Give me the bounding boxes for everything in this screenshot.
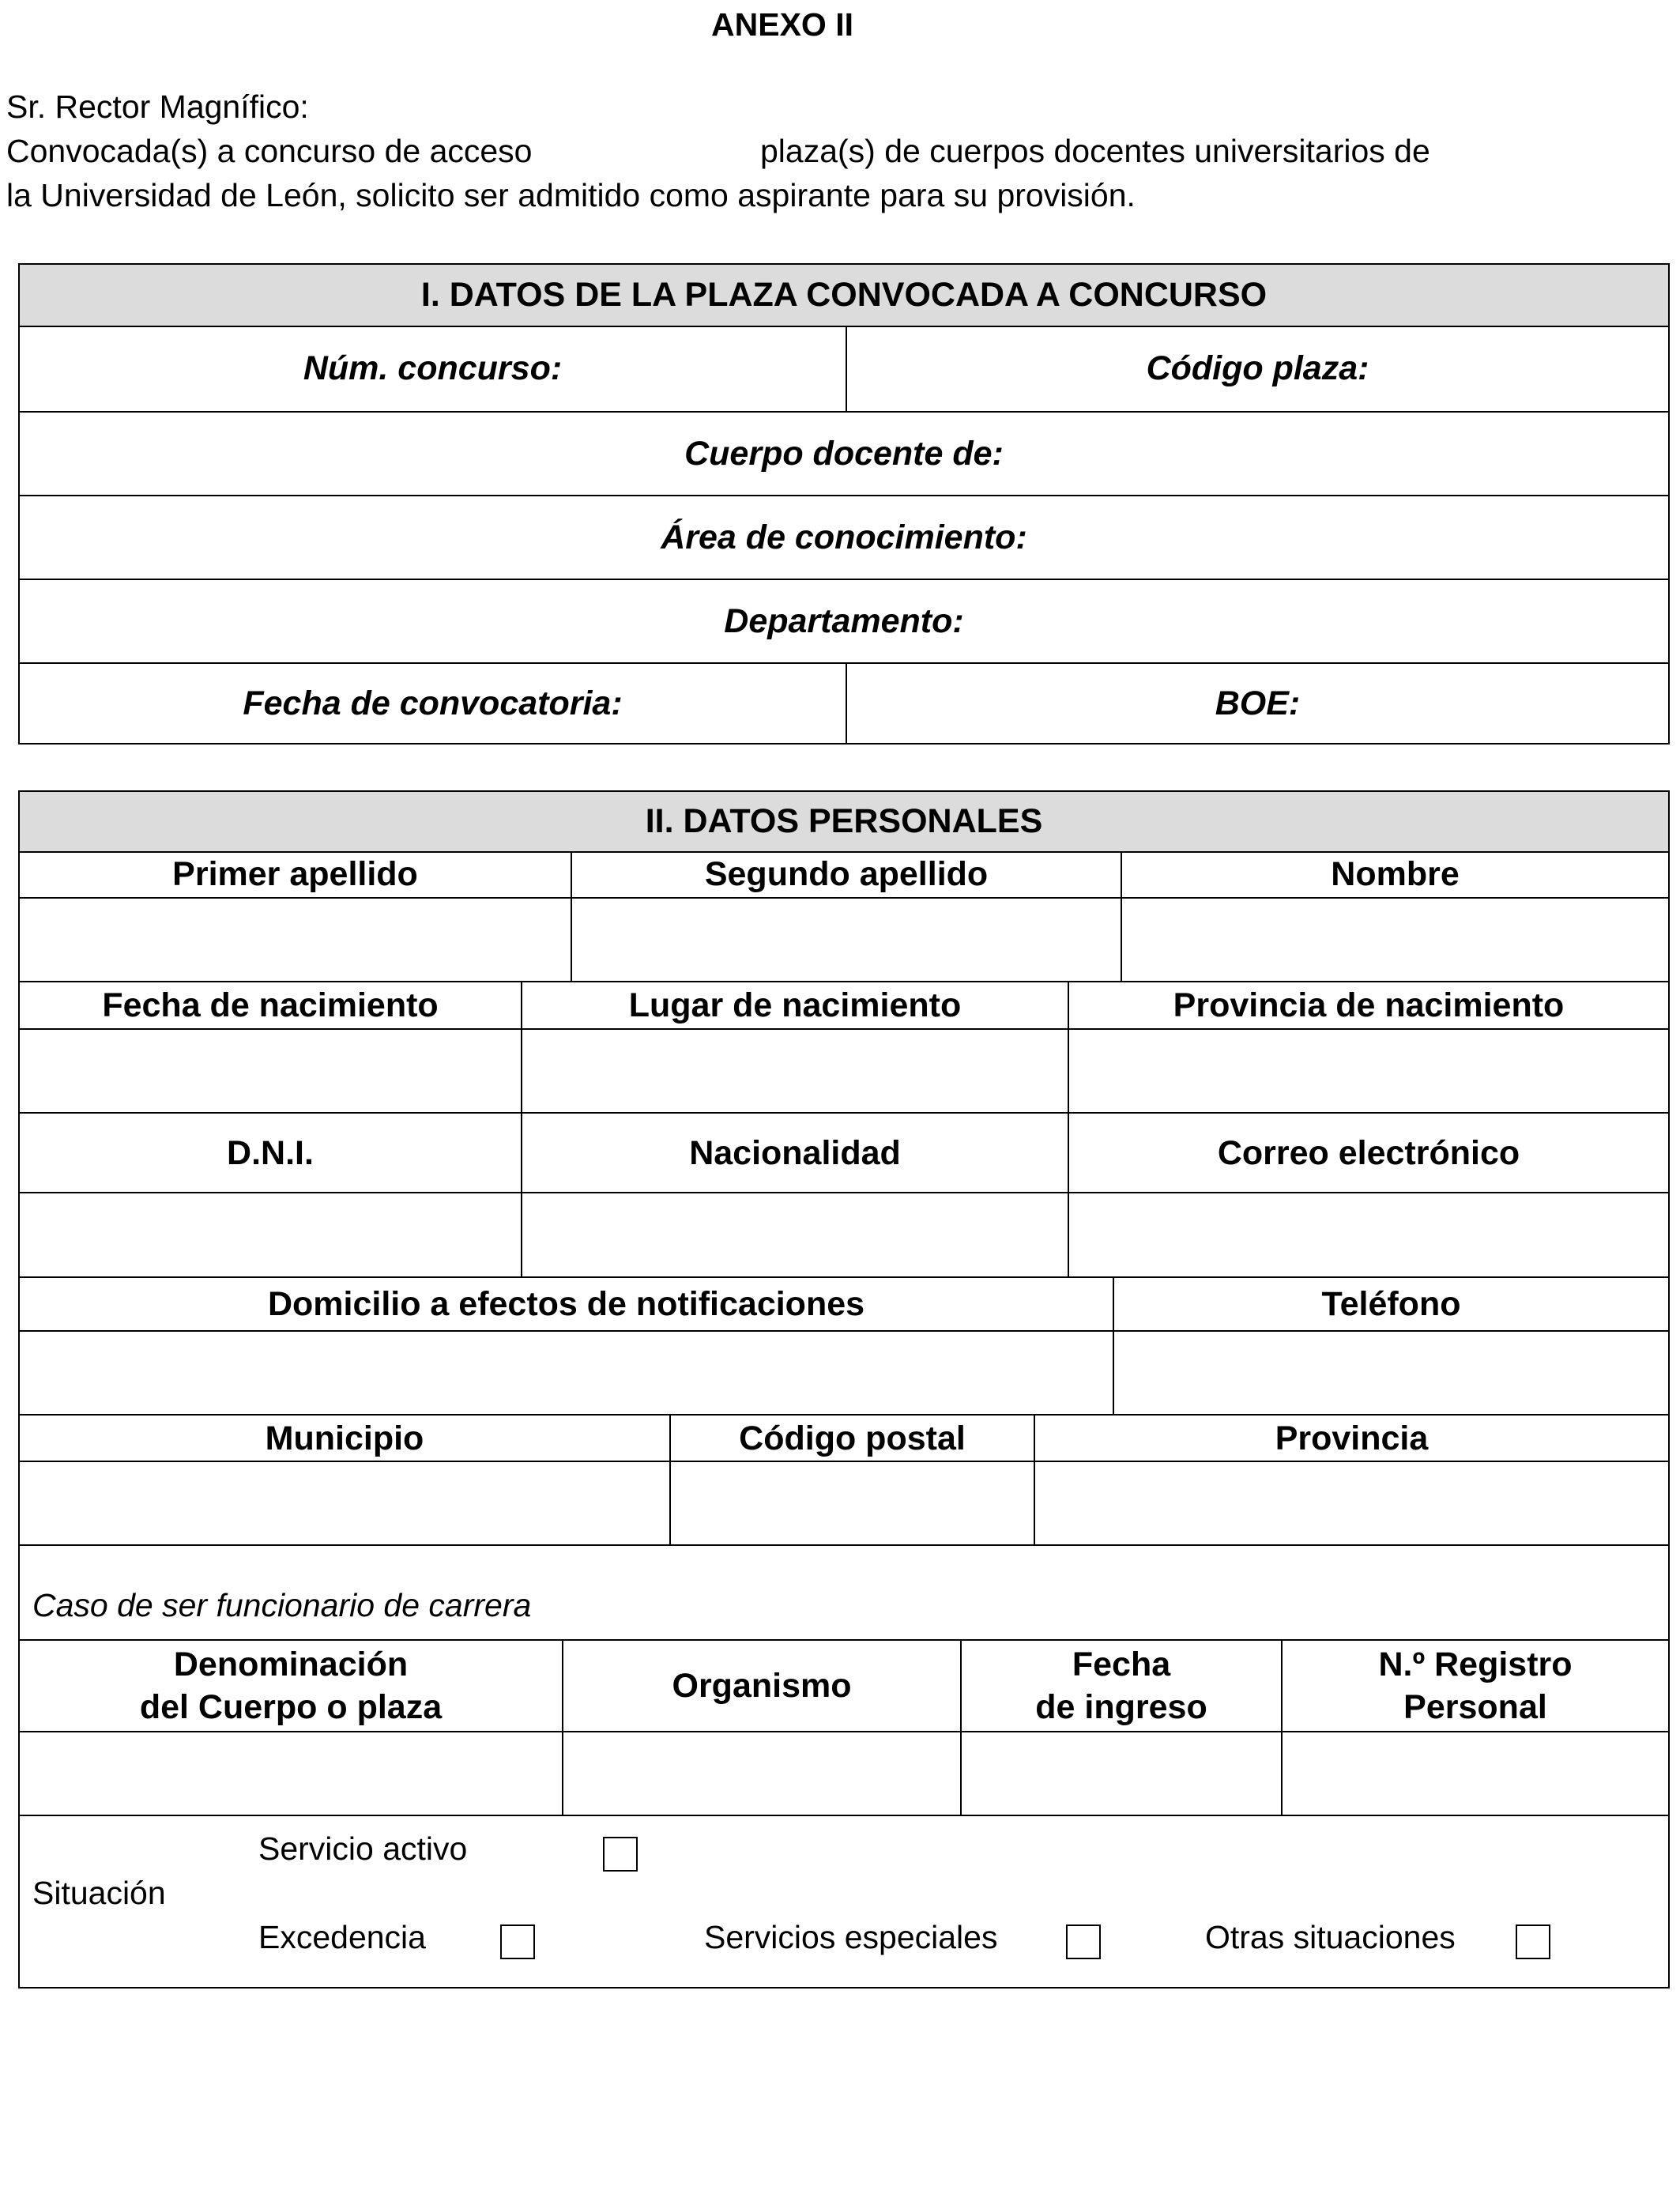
domicilio-field[interactable] bbox=[20, 1332, 1113, 1416]
servicios-especiales-label: Servicios especiales bbox=[704, 1919, 998, 1955]
telefono-field[interactable] bbox=[1113, 1332, 1668, 1416]
dni-label: D.N.I. bbox=[227, 1133, 314, 1172]
nacionalidad-label: Nacionalidad bbox=[521, 1114, 1068, 1193]
fecha-ingreso-label-line2: de ingreso bbox=[1035, 1688, 1207, 1726]
organismo-label: Organismo bbox=[562, 1641, 960, 1732]
domicilio-label: Domicilio a efectos de notificaciones bbox=[267, 1285, 865, 1324]
provincia-nacimiento-field[interactable] bbox=[1068, 1030, 1668, 1114]
intro-line1-b: plaza(s) de cuerpos docentes universitarios de bbox=[760, 133, 1430, 169]
servicios-especiales-checkbox[interactable] bbox=[1066, 1924, 1101, 1959]
row-birth-fields bbox=[20, 1028, 1668, 1114]
registro-label-line2: Personal bbox=[1403, 1688, 1547, 1726]
row-domicilio-labels bbox=[20, 1276, 1668, 1332]
row-concurso bbox=[20, 327, 1668, 411]
row-area bbox=[20, 495, 1668, 580]
codigo-plaza-label: Código plaza: bbox=[846, 327, 1668, 411]
document-title: ANEXO II bbox=[711, 6, 853, 43]
departamento-label: Departamento: bbox=[724, 602, 964, 641]
municipio-field[interactable] bbox=[20, 1462, 669, 1546]
dni-field[interactable] bbox=[20, 1193, 521, 1278]
denominacion-field[interactable] bbox=[20, 1732, 562, 1816]
row-birth-labels bbox=[20, 981, 1668, 1030]
row-municipio-labels bbox=[20, 1414, 1668, 1462]
denominacion-label-line1: Denominación bbox=[173, 1646, 409, 1684]
row-names-labels bbox=[20, 853, 1668, 897]
fecha-ingreso-label-line1: Fecha bbox=[1072, 1646, 1171, 1684]
fecha-ingreso-label bbox=[960, 1641, 1281, 1732]
row-dni-fields bbox=[20, 1192, 1668, 1278]
nombre-field[interactable] bbox=[1121, 899, 1668, 982]
section-plaza-header: I. DATOS DE LA PLAZA CONVOCADA A CONCURSO bbox=[20, 265, 1668, 327]
row-fecha-boe bbox=[20, 662, 1668, 745]
codigo-postal-label: Código postal bbox=[669, 1416, 1034, 1462]
row-situacion bbox=[20, 1815, 1668, 1989]
fecha-ingreso-field[interactable] bbox=[960, 1732, 1281, 1816]
row-funcionario-labels bbox=[20, 1639, 1668, 1732]
intro-line2: la Universidad de León, solicito ser admitido como aspirante para su provisión. bbox=[6, 177, 1136, 213]
primer-apellido-label: Primer apellido bbox=[172, 855, 418, 894]
section-datos-personales bbox=[18, 790, 1670, 1989]
segundo-apellido-field[interactable] bbox=[571, 899, 1121, 982]
situacion-label: Situación bbox=[32, 1875, 166, 1911]
row-funcionario-fields bbox=[20, 1731, 1668, 1816]
registro-label-line1: N.º Registro bbox=[1378, 1646, 1573, 1684]
row-cuerpo bbox=[20, 411, 1668, 496]
provincia-nacimiento-label: Provincia de nacimiento bbox=[1068, 982, 1668, 1030]
denominacion-label bbox=[20, 1641, 562, 1732]
salutation: Sr. Rector Magnífico: bbox=[6, 89, 309, 125]
correo-field[interactable] bbox=[1068, 1193, 1668, 1278]
boe-label: BOE: bbox=[846, 664, 1668, 745]
registro-field[interactable] bbox=[1281, 1732, 1668, 1816]
registro-label bbox=[1281, 1641, 1668, 1732]
excedencia-checkbox[interactable] bbox=[500, 1924, 535, 1959]
denominacion-label-line2: del Cuerpo o plaza bbox=[139, 1688, 443, 1726]
section-plaza bbox=[18, 263, 1670, 745]
row-municipio-fields bbox=[20, 1461, 1668, 1546]
row-departamento bbox=[20, 579, 1668, 664]
servicio-activo-label: Servicio activo bbox=[258, 1830, 468, 1867]
excedencia-label: Excedencia bbox=[258, 1919, 426, 1955]
section-personales-header: II. DATOS PERSONALES bbox=[20, 792, 1668, 853]
intro-line1-a: Convocada(s) a concurso de acceso bbox=[6, 133, 533, 169]
cuerpo-docente-label: Cuerpo docente de: bbox=[684, 435, 1004, 473]
servicio-activo-checkbox[interactable] bbox=[603, 1837, 638, 1872]
codigo-postal-field[interactable] bbox=[669, 1462, 1034, 1546]
provincia-label: Provincia bbox=[1034, 1416, 1668, 1462]
provincia-field[interactable] bbox=[1034, 1462, 1668, 1546]
area-label: Área de conocimiento: bbox=[661, 518, 1027, 557]
funcionario-note: Caso de ser funcionario de carrera bbox=[32, 1587, 532, 1623]
num-concurso-label: Núm. concurso: bbox=[303, 349, 563, 388]
primer-apellido-field[interactable] bbox=[20, 899, 571, 982]
lugar-nacimiento-label: Lugar de nacimiento bbox=[521, 982, 1068, 1030]
fecha-nacimiento-field[interactable] bbox=[20, 1030, 521, 1114]
nombre-label: Nombre bbox=[1121, 853, 1668, 897]
otras-situaciones-label: Otras situaciones bbox=[1205, 1919, 1456, 1955]
organismo-field[interactable] bbox=[562, 1732, 960, 1816]
telefono-label: Teléfono bbox=[1113, 1278, 1668, 1332]
segundo-apellido-label: Segundo apellido bbox=[571, 853, 1121, 897]
otras-situaciones-checkbox[interactable] bbox=[1516, 1924, 1550, 1959]
municipio-label: Municipio bbox=[265, 1419, 424, 1457]
row-domicilio-fields bbox=[20, 1330, 1668, 1416]
nacionalidad-field[interactable] bbox=[521, 1193, 1068, 1278]
fecha-convocatoria-label: Fecha de convocatoria: bbox=[243, 684, 623, 723]
correo-label: Correo electrónico bbox=[1068, 1114, 1668, 1193]
lugar-nacimiento-field[interactable] bbox=[521, 1030, 1068, 1114]
row-names-fields bbox=[20, 897, 1668, 982]
row-funcionario-note bbox=[20, 1544, 1668, 1641]
fecha-nacimiento-label: Fecha de nacimiento bbox=[102, 986, 439, 1025]
row-dni-labels bbox=[20, 1112, 1668, 1193]
